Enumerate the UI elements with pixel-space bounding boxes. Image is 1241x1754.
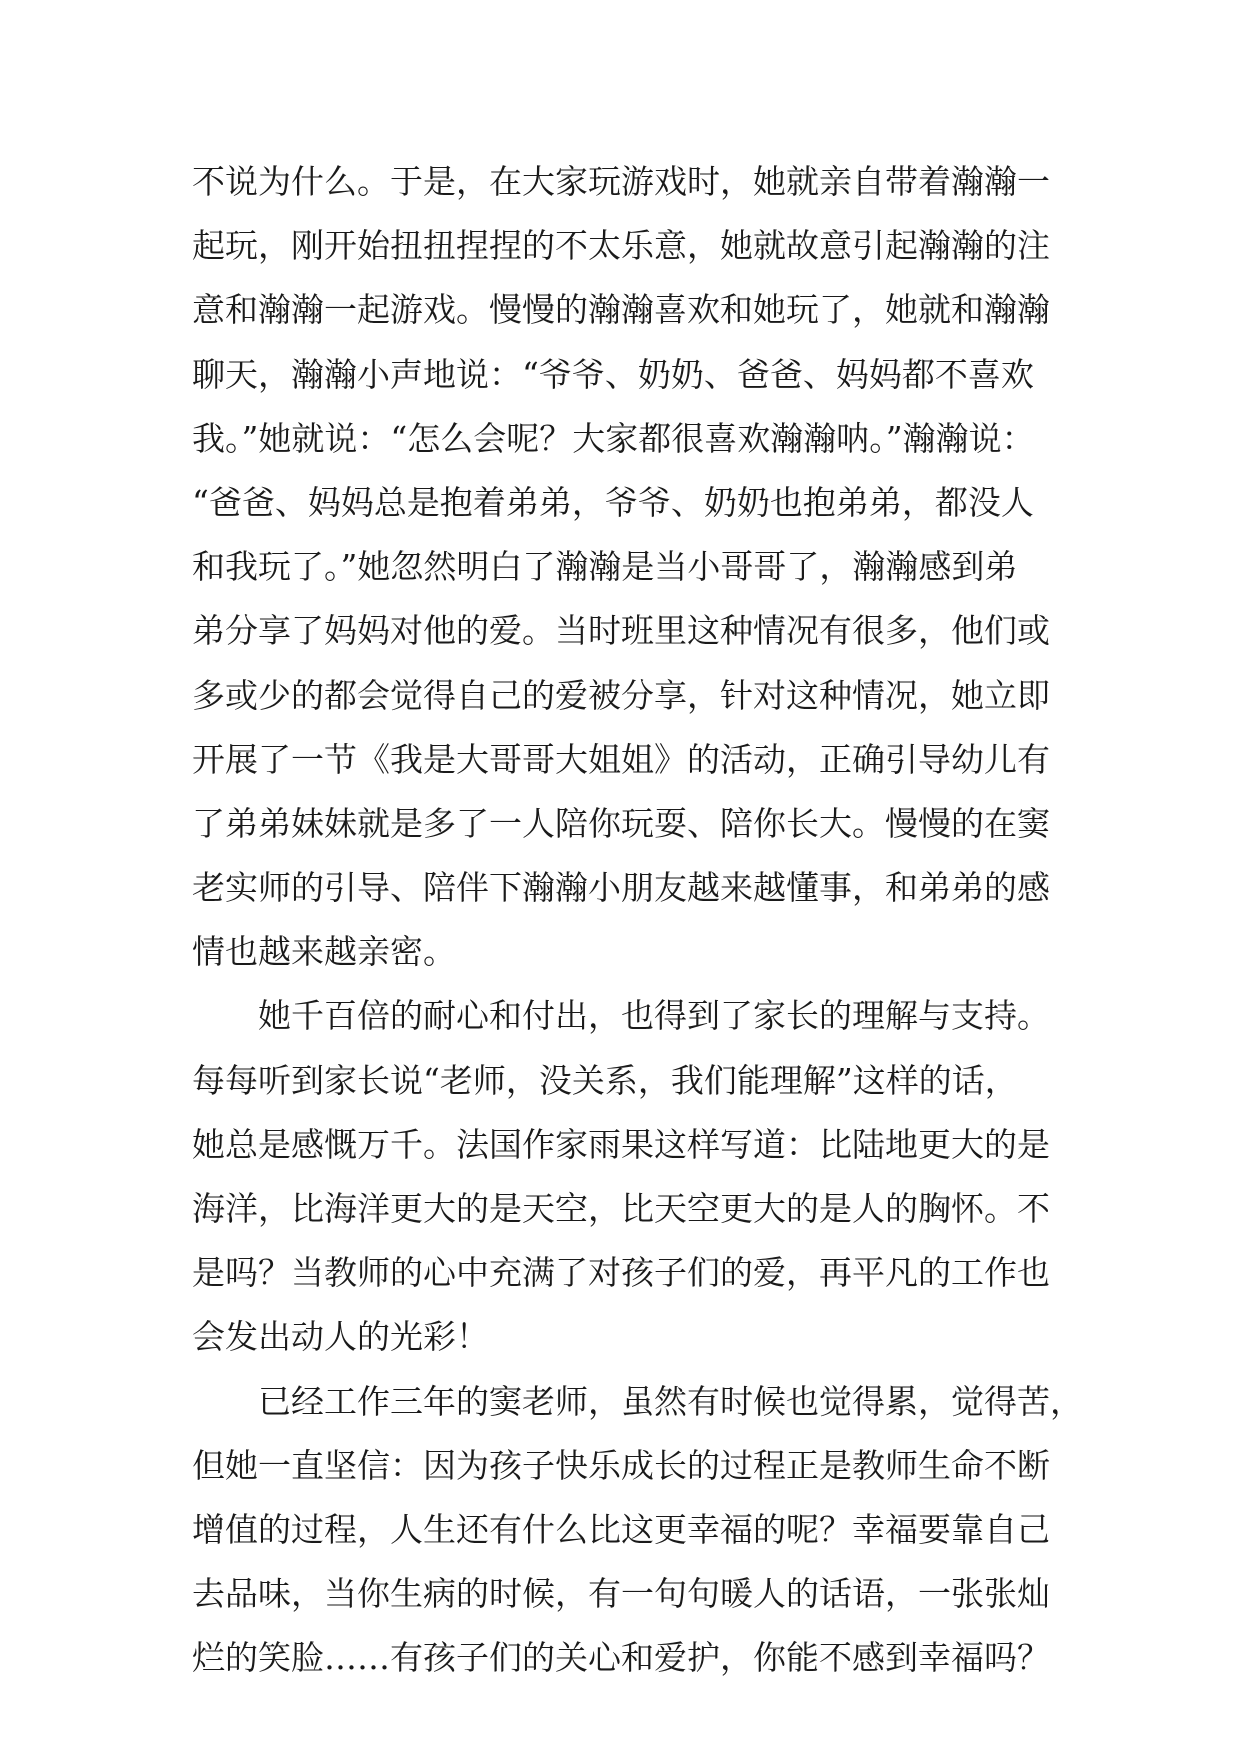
text-line: 意和瀚瀚一起游戏。慢慢的瀚瀚喜欢和她玩了，她就和瀚瀚 [192, 290, 1050, 330]
text-line: 烂的笑脸……有孩子们的关心和爱护，你能不感到幸福吗？ [192, 1638, 1050, 1678]
text-line: 去品味，当你生病的时候，有一句句暖人的话语，一张张灿 [192, 1574, 1050, 1614]
text-line: 会发出动人的光彩！ [192, 1317, 489, 1357]
body-text [192, 150, 1092, 1691]
text-line: “爸爸、妈妈总是抱着弟弟，爷爷、奶奶也抱弟弟，都没人 [192, 482, 1034, 522]
text-line: 了弟弟妹妹就是多了一人陪你玩耍、陪你长大。慢慢的在窦 [192, 803, 1050, 843]
text-line: 和我玩了。”她忽然明白了瀚瀚是当小哥哥了，瀚瀚感到弟 [192, 547, 1018, 587]
text-line: 起玩，刚开始扭扭捏捏的不太乐意，她就故意引起瀚瀚的注 [192, 226, 1050, 266]
text-line: 情也越来越亲密。 [192, 932, 456, 972]
text-line: 她总是感慨万千。法国作家雨果这样写道：比陆地更大的是 [192, 1124, 1050, 1164]
text-line: 我。”她就说：“怎么会呢？大家都很喜欢瀚瀚呐。”瀚瀚说： [192, 418, 1035, 458]
text-line: 老实师的引导、陪伴下瀚瀚小朋友越来越懂事，和弟弟的感 [192, 868, 1050, 908]
text-line: 聊天，瀚瀚小声地说：“爷爷、奶奶、爸爸、妈妈都不喜欢 [192, 354, 1034, 394]
text-line: 弟分享了妈妈对他的爱。当时班里这种情况有很多，他们或 [192, 611, 1050, 651]
text-line: 多或少的都会觉得自己的爱被分享，针对这种情况，她立即 [192, 675, 1050, 715]
text-line: 她千百倍的耐心和付出，也得到了家长的理解与支持。 [192, 996, 1050, 1036]
text-line: 是吗？当教师的心中充满了对孩子们的爱，再平凡的工作也 [192, 1253, 1050, 1293]
text-line: 每每听到家长说“老师，没关系，我们能理解”这样的话， [192, 1060, 1018, 1100]
text-line: 不说为什么。于是，在大家玩游戏时，她就亲自带着瀚瀚一 [192, 162, 1050, 201]
text-line: 但她一直坚信：因为孩子快乐成长的过程正是教师生命不断 [192, 1445, 1050, 1485]
text-line: 已经工作三年的窦老师，虽然有时候也觉得累，觉得苦， [192, 1381, 1083, 1421]
text-line: 开展了一节《我是大哥哥大姐姐》的活动，正确引导幼儿有 [192, 739, 1050, 779]
text-line: 增值的过程，人生还有什么比这更幸福的呢？幸福要靠自己 [192, 1509, 1050, 1549]
text-line: 海洋，比海洋更大的是天空，比天空更大的是人的胸怀。不 [192, 1189, 1050, 1228]
